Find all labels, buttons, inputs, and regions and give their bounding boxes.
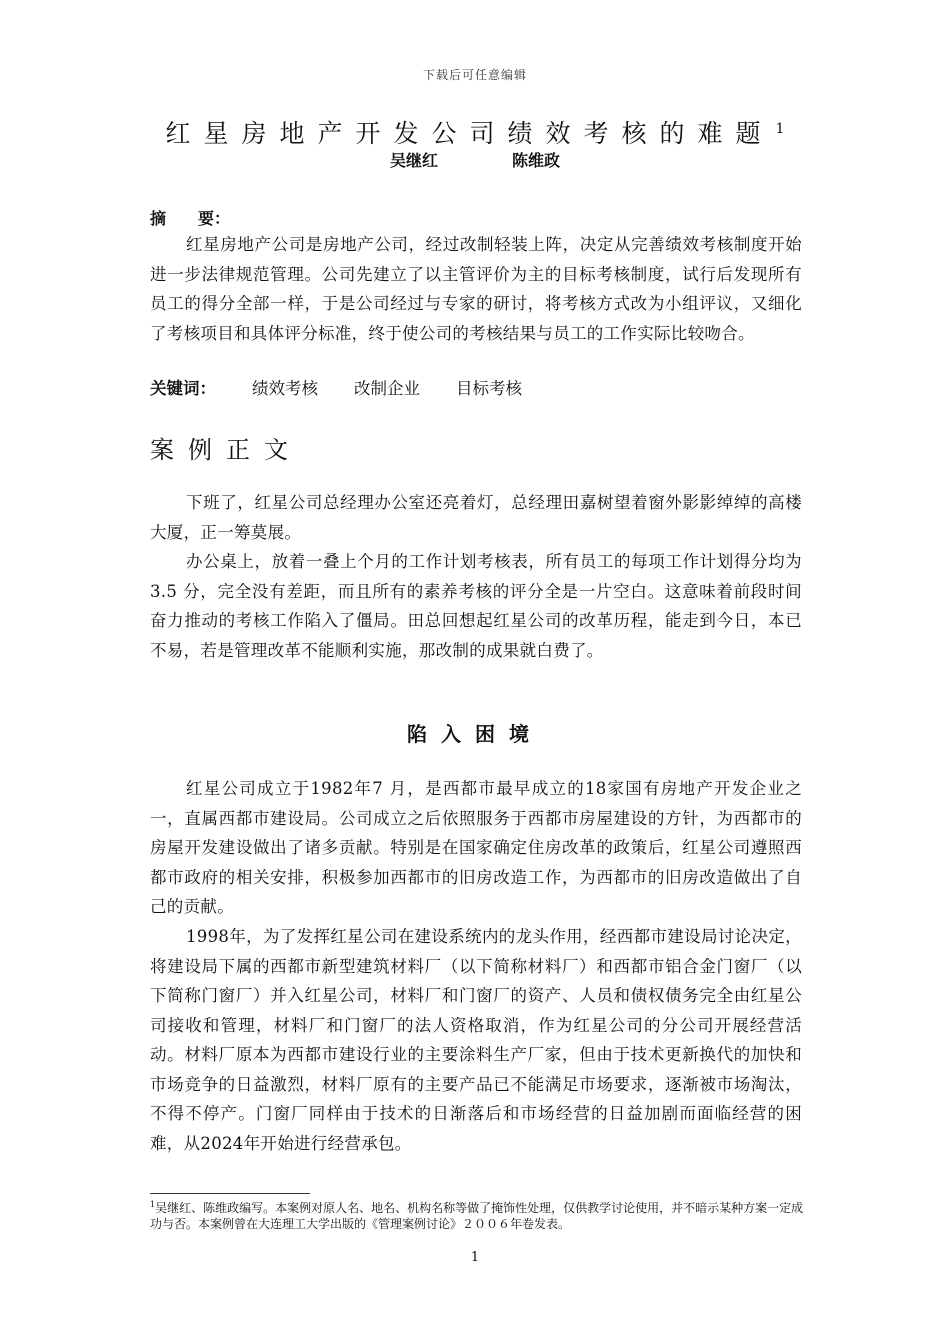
page-number: 1: [470, 1250, 480, 1265]
keyword-2: 改制企业: [354, 379, 420, 398]
dilemma-paragraph-1: 红星公司成立于1982年7 月，是西都市最早成立的18家国有房地产开发企业之一，直属西都市建设局。公司成立之后依照服务于西都市房屋建设的方针，为西都市的房屋开发建设做出了诸多贡献。特别是在国家确定住房改革的政策后，红星公司遵照西都市政府的相关安排，积极参加西都市的旧房改造工作，为西都市的旧房改造做出了自己的贡献。: [150, 779, 802, 916]
footnote: [150, 1197, 810, 1232]
footnote-rule: [150, 1193, 310, 1194]
header-note: 下载后可任意编辑: [422, 68, 527, 82]
title-footnote-mark[interactable]: 1: [775, 120, 785, 137]
keyword-1: 绩效考核: [252, 379, 318, 398]
keywords: [150, 374, 522, 403]
case-heading: 案例正文: [150, 436, 302, 464]
author-2: 陈维政: [512, 151, 561, 170]
abstract-label: 摘 要：: [150, 209, 231, 228]
title-text: 红星房地产开发公司绩效考核的难题: [165, 119, 774, 148]
author-1: 吴继红: [389, 151, 438, 170]
case-paragraph-2: 办公桌上，放着一叠上个月的工作计划考核表，所有员工的每项工作计划得分均为3.5 分，完全没有差距，而且所有的素养考核的评分全是一片空白。这意味着前段时间奋力推动的考核工作陷入了僵局。田总回想起红星公司的改革历程，能走到今日，本已不易，若是管理改革不能顺利实施，那改制的成果就白费了。: [150, 552, 802, 660]
dilemma-paragraph-2: 1998年，为了发挥红星公司在建设系统内的龙头作用，经西都市建设局讨论决定，将建设局下属的西都市新型建筑材料厂（以下简称材料厂）和西都市铝合金门窗厂（以下简称门窗厂）并入红星公司，材料厂和门窗厂的资产、人员和债权债务完全由红星公司接收和管理，材料厂和门窗厂的法人资格取消，作为红星公司的分公司开展经营活动。材料厂原本为西都市建设行业的主要涂料生产厂家，但由于技术更新换代的加快和市场竞争的日益激烈，材料厂原有的主要产品已不能满足市场要求，逐渐被市场淘汰，不得不停产。门窗厂同样由于技术的日渐落后和市场经营的日益加剧而面临经营的困难，从2024年开始进行经营承包。: [150, 927, 802, 1153]
case-paragraph-1: 下班了，红星公司总经理办公室还亮着灯，总经理田嘉树望着窗外影影绰绰的高楼大厦，正一筹莫展。: [150, 493, 802, 542]
document-title: [0, 114, 950, 150]
footnote-mark: 1: [150, 1200, 156, 1209]
authors: [0, 148, 950, 171]
keyword-3: 目标考核: [456, 379, 522, 398]
keywords-label: 关键词：: [150, 379, 216, 398]
sub-heading: 陷入困境: [407, 722, 543, 746]
abstract-text: 红星房地产公司是房地产公司，经过改制轻装上阵，决定从完善绩效考核制度开始进一步法律规范管理。公司先建立了以主管评价为主的目标考核制度，试行后发现所有员工的得分全部一样，于是公司经过与专家的研讨，将考核方式改为小组评议，又细化了考核项目和具体评分标准，终于使公司的考核结果与员工的工作实际比较吻合。: [150, 235, 802, 343]
footnote-text: 吴继红、陈维政编写。本案例对原人名、地名、机构名称等做了掩饰性处理，仅供教学讨论使用，并不暗示某种方案一定成功与否。本案例曾在大连理工大学出版的《管理案例讨论》２００６年卷发表。: [150, 1201, 804, 1231]
